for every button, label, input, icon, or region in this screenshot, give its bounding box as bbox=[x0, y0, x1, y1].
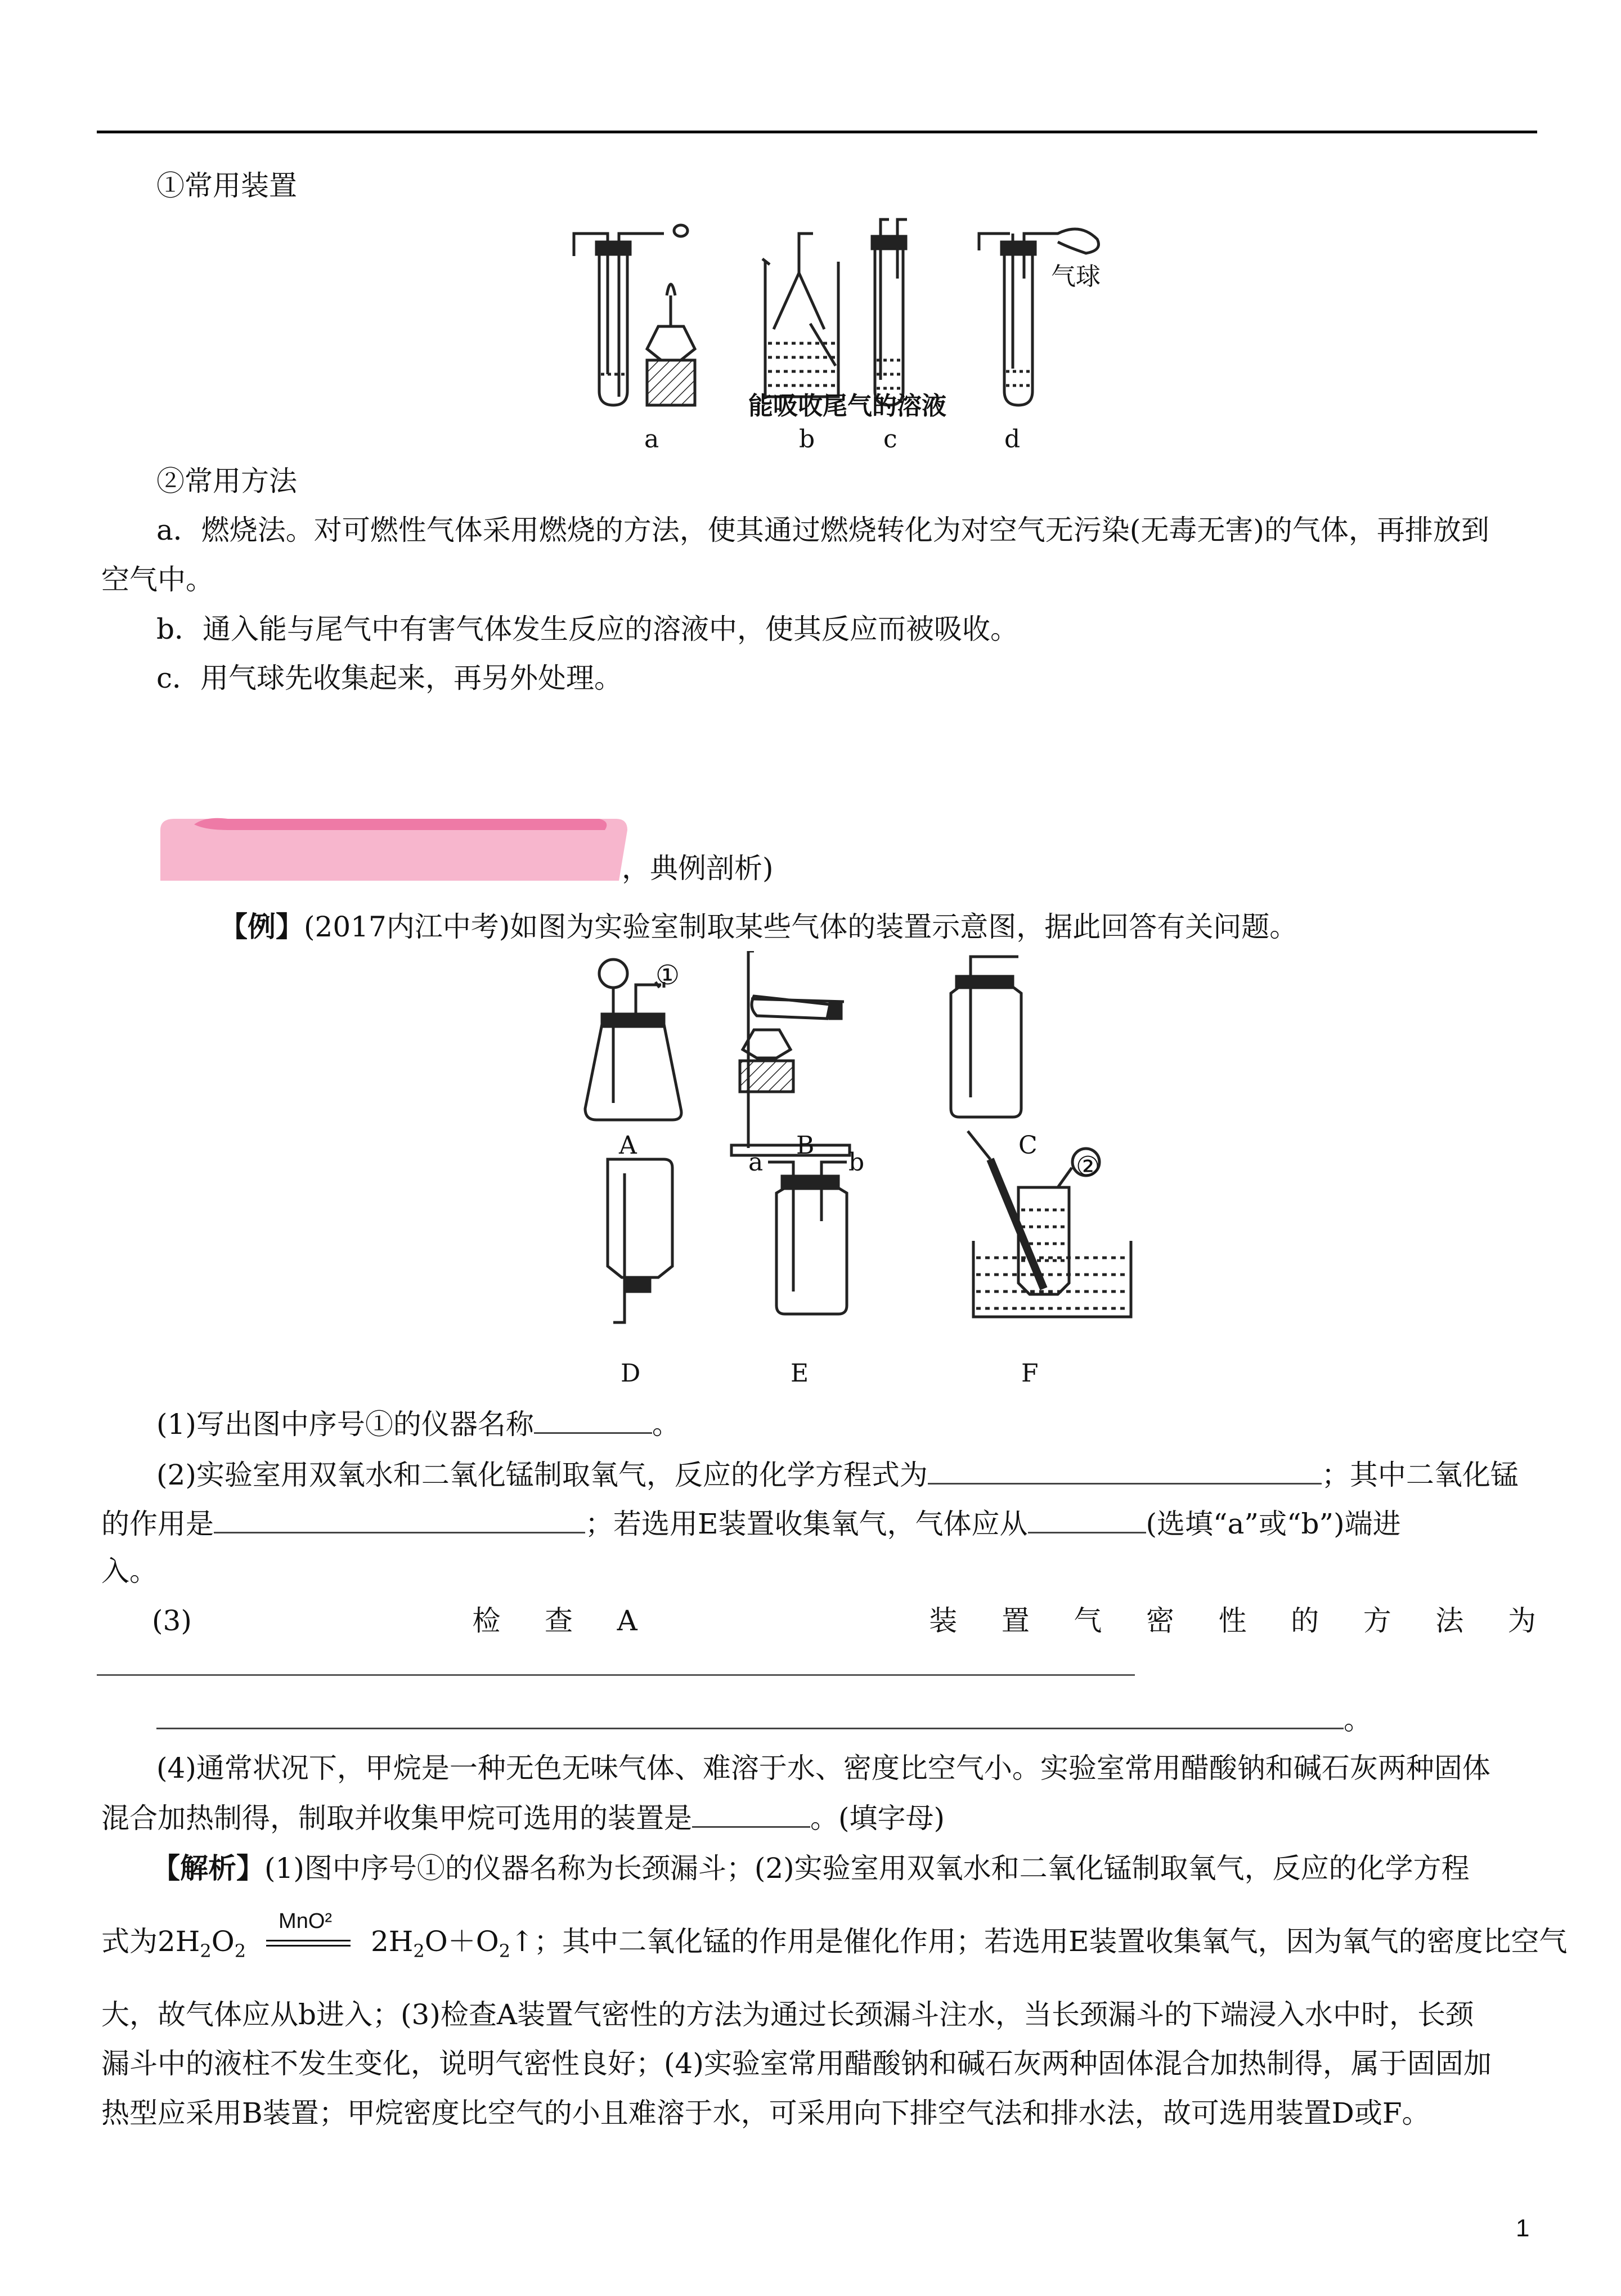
q3-char: 为 bbox=[1507, 1604, 1536, 1637]
analysis-line4: 漏斗中的液柱不发生变化，说明气密性良好；(4)实验室常用醋酸钠和碱石灰两种固体混合加热制得，属于固固加 bbox=[101, 2047, 1492, 2080]
q3-char: 置 bbox=[1001, 1604, 1030, 1637]
q3-num: (3) bbox=[152, 1604, 192, 1637]
eq-sub: 2 bbox=[413, 1940, 425, 1962]
eq-product2: O＋O bbox=[424, 1925, 499, 1958]
tail-gas-apparatus-figure bbox=[563, 211, 1103, 459]
eq-sub: 2 bbox=[499, 1940, 511, 1962]
section-banner bbox=[160, 816, 627, 881]
label-circle-2: ② bbox=[1076, 1151, 1101, 1182]
label-d: d bbox=[1004, 425, 1021, 454]
top-rule bbox=[97, 131, 1537, 133]
eq-o: O bbox=[211, 1925, 235, 1958]
question-2-line2 bbox=[101, 1504, 1542, 1544]
q2-role-blank[interactable] bbox=[214, 1504, 585, 1533]
analysis-equation-line bbox=[101, 1909, 1568, 1971]
q2-port-blank[interactable] bbox=[1028, 1504, 1146, 1533]
q3-char: 的 bbox=[1291, 1604, 1319, 1637]
section-heading-devices: ①常用装置 bbox=[156, 169, 297, 202]
label-b: b bbox=[799, 425, 815, 454]
example-tag: 【例】 bbox=[219, 910, 304, 943]
q2-text-e: (选填“a”或“b”)端进 bbox=[1146, 1508, 1401, 1540]
catalyst-label: MnO² bbox=[279, 1909, 333, 1933]
q1-text: (1)写出图中序号①的仪器名称 bbox=[156, 1408, 534, 1441]
q1-answer-blank[interactable] bbox=[534, 1404, 652, 1434]
label-port-b: b bbox=[848, 1148, 865, 1177]
q3-char: 查 bbox=[544, 1604, 573, 1637]
question-3-line3 bbox=[156, 1699, 1597, 1739]
q3-char: 性 bbox=[1218, 1604, 1247, 1637]
label-c: c bbox=[883, 425, 897, 454]
q4-end: 。(填字母) bbox=[810, 1802, 945, 1835]
q3-char: 法 bbox=[1435, 1604, 1464, 1637]
label-F: F bbox=[1021, 1359, 1039, 1388]
q3-char: 检 bbox=[472, 1604, 501, 1637]
question-4-line1: (4)通常状况下，甲烷是一种无色无味气体、难溶于水、密度比空气小。实验室常用醋酸钠和碱石灰两种固体 bbox=[156, 1752, 1490, 1784]
analysis-text-2: ；其中二氧化锰的作用是催化作用；若选用E装置收集氧气，因为氧气的密度比空气 bbox=[533, 1925, 1568, 1958]
question-1 bbox=[156, 1404, 1597, 1444]
label-port-a: a bbox=[748, 1148, 764, 1177]
label-D: D bbox=[621, 1359, 641, 1388]
label-a: a bbox=[644, 425, 659, 454]
q3-end: 。 bbox=[1344, 1703, 1372, 1736]
balloon-label: 气球 bbox=[1051, 262, 1101, 291]
method-b: b．通入能与尾气中有害气体发生反应的溶液中，使其反应而被吸收。 bbox=[156, 613, 1019, 645]
analysis-line3: 大，故气体应从b进入；(3)检查A装置气密性的方法为通过长颈漏斗注水，当长颈漏斗的下端浸入水中时，长颈 bbox=[101, 1998, 1474, 2031]
method-c: c．用气球先收集起来，再另外处理。 bbox=[156, 662, 623, 694]
section-heading-methods: ②常用方法 bbox=[156, 465, 297, 497]
question-2-line3: 入。 bbox=[101, 1555, 158, 1588]
q3-answer-blank-2[interactable] bbox=[156, 1699, 1344, 1729]
example-intro bbox=[219, 907, 1621, 947]
q4-answer-blank[interactable] bbox=[692, 1798, 810, 1828]
eq-reactant: 式为2H bbox=[101, 1925, 200, 1958]
eq-sub: 2 bbox=[200, 1940, 212, 1962]
solution-label: 能吸收尾气的溶液 bbox=[748, 392, 946, 420]
q2-text-d: ；若选用E装置收集氧气，气体应从 bbox=[585, 1508, 1028, 1540]
q3-char: A bbox=[617, 1604, 637, 1637]
label-B: B bbox=[796, 1131, 815, 1160]
method-a-line2: 空气中。 bbox=[101, 563, 214, 596]
q1-end: 。 bbox=[652, 1408, 680, 1441]
analysis-line5: 热型应采用B装置；甲烷密度比空气的小且难溶于水，可采用向下排空气法和排水法，故可选用装置D或F。 bbox=[101, 2097, 1430, 2129]
banner-title: ，典例剖析) bbox=[622, 852, 774, 885]
example-text: (2017内江中考)如图为实验室制取某些气体的装置示意图，据此回答有关问题。 bbox=[304, 911, 1298, 943]
q3-char: 密 bbox=[1146, 1604, 1174, 1637]
method-a-line1: a．燃烧法。对可燃性气体采用燃烧的方法，使其通过燃烧转化为对空气无污染(无毒无害)的气体，再排放到 bbox=[156, 514, 1489, 546]
label-E: E bbox=[791, 1359, 809, 1388]
eq-double-line bbox=[266, 1940, 351, 1947]
eq-product: 2H bbox=[370, 1925, 414, 1958]
analysis-text-1: (1)图中序号①的仪器名称为长颈漏斗；(2)实验室用双氧水和二氧化锰制取氧气，反应的化学方程 bbox=[264, 1852, 1470, 1885]
analysis-tag: 【解析】 bbox=[152, 1851, 264, 1885]
q2-text-c: 的作用是 bbox=[101, 1508, 214, 1540]
eq-arrow: ↑ bbox=[510, 1925, 534, 1958]
label-C: C bbox=[1018, 1131, 1038, 1160]
q4-text: 混合加热制得，制取并收集甲烷可选用的装置是 bbox=[101, 1802, 692, 1835]
analysis-line1 bbox=[152, 1849, 1592, 1888]
label-circle-1: ① bbox=[655, 959, 680, 991]
page-number: 1 bbox=[1516, 2214, 1530, 2242]
question-4-line2 bbox=[101, 1798, 1542, 1838]
question-3 bbox=[152, 1601, 1536, 1640]
eq-sub: 2 bbox=[234, 1940, 246, 1962]
question-2-line1 bbox=[156, 1455, 1597, 1495]
q3-answer-blank-1[interactable] bbox=[97, 1674, 1135, 1676]
q2-equation-blank[interactable] bbox=[928, 1455, 1322, 1485]
label-A: A bbox=[619, 1131, 637, 1160]
q3-char: 方 bbox=[1363, 1604, 1391, 1637]
eq-condition bbox=[266, 1909, 351, 1958]
q2-text-b: ；其中二氧化锰 bbox=[1321, 1459, 1519, 1491]
q3-char: 气 bbox=[1074, 1604, 1102, 1637]
q2-text-a: (2)实验室用双氧水和二氧化锰制取氧气，反应的化学方程式为 bbox=[156, 1459, 928, 1491]
q3-char: 装 bbox=[929, 1604, 958, 1637]
